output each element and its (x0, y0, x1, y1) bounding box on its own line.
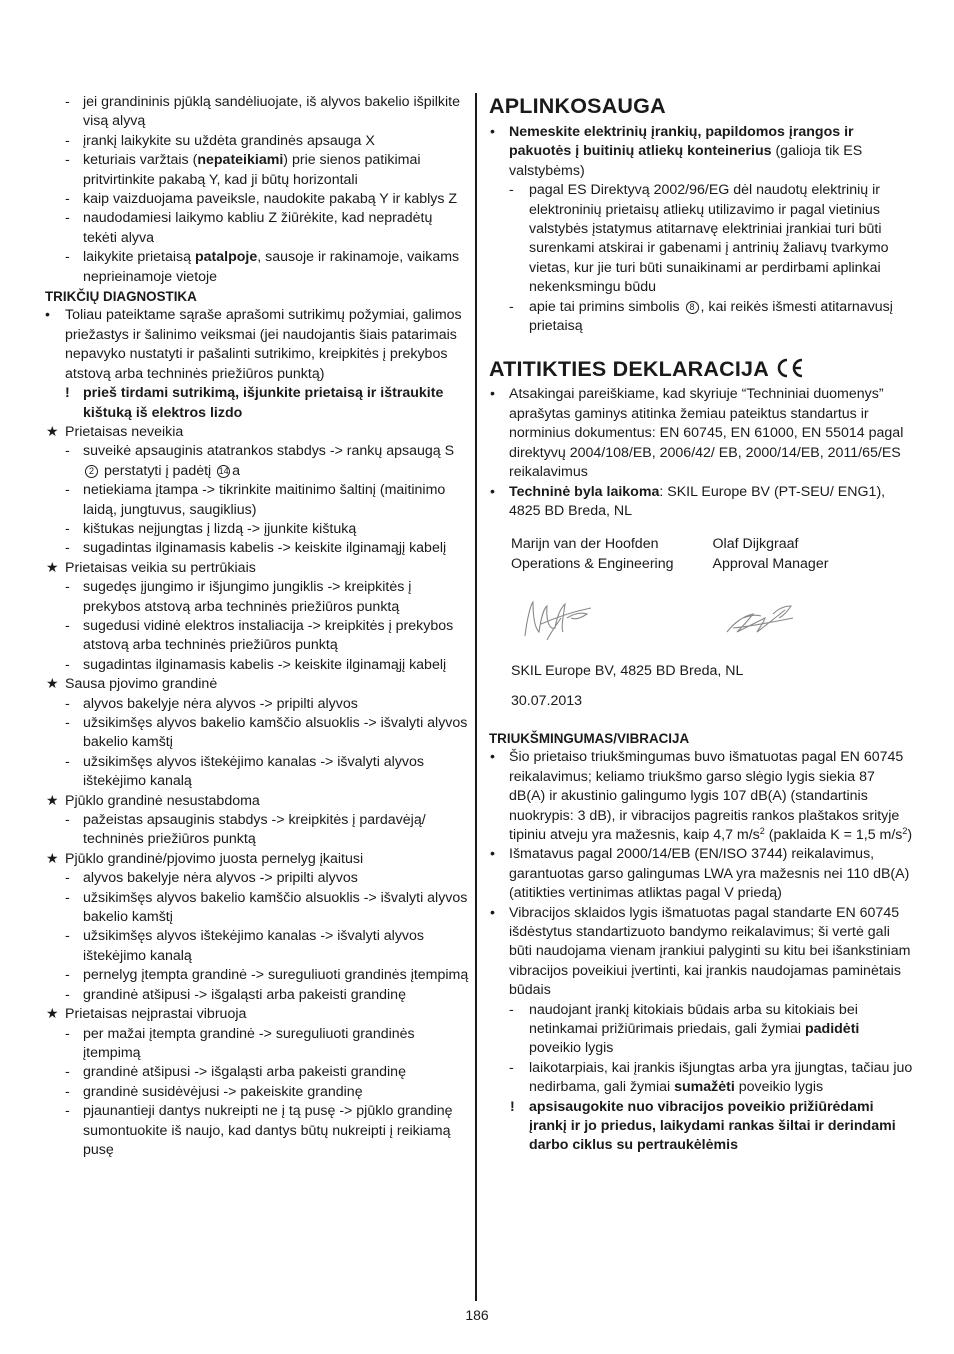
page-number: 186 (465, 1307, 489, 1323)
list-item: - užsikimšęs alyvos ištekėjimo kanalas -> išvalyti alyvos ištekėjimo kanalą (65, 753, 425, 790)
star-icon: ★ (46, 850, 59, 867)
list-item: - suveikė apsauginis atatrankos stabdys -> rankų apsaugą S 2 perstatyti į padėtį 14 a (65, 443, 455, 479)
star-icon: ★ (46, 792, 59, 809)
list-item: - per mažai įtempta grandinė -> sureguliuoti grandinės įtempimą (65, 1025, 415, 1061)
list-item: - naudodamiesi laikymo kabliu Z žiūrėkite, kad nepradėtų tekėti alyva (65, 210, 433, 246)
signature-image (511, 588, 713, 652)
list-item: • Šio prietaiso triukšmingumas buvo išmatuotas pagal EN 60745 reikalavimus; keliamo triukšmo garso slėgio lygis siekia 87 dB(A) ir akustinio galingumo lygis 107 dB(A) (standartinis nuokrypis: 3 dB), ir vibracijos pagreitis rankos plaštakos srityje tipiniu atveju yra mažesnis, kaip 4,7 $m/s^2$ (paklaida K = 1,5 $m/s^2$) (490, 749, 913, 843)
list-item: • Atsakingai pareiškiame, kad skyriuje “Techniniai duomenys” aprašytas gaminys atitinka žemiau pateiktus standartus ir norminius dokumentus: EN 60745, EN 61000, EN 55014 pagal direktyvų 2004/108/EB, 2006/42/ EB, 2000/14/EB, 2011/65/ES reikalavimus (490, 386, 904, 481)
star-icon: ★ (46, 1006, 59, 1023)
list-item: - sugedęs įjungimo ir išjungimo jungiklis -> kreipkitės į prekybos atstovą arba techninės priežiūros punktą (65, 579, 412, 615)
reference-number-icon: 2 (85, 465, 98, 478)
list-item: - laikykite prietaisą patalpoje, sausoje ir rakinamoje, vaikams neprieinamoje vietoje (65, 249, 460, 285)
list-item: - naudojant įrankį kitokiais būdais arba su kitokiais bei netinkamai prižiūrimais priedais, gali žymiai padidėti poveikio lygis (509, 1001, 860, 1057)
right-column (489, 93, 914, 1156)
problem-heading: ★ Prietaisas neveikia (45, 423, 470, 442)
problem-heading: ★ Prietaisas neįprastai vibruoja (45, 1005, 470, 1024)
problem-heading: ★ Pjūklo grandinė/pjovimo juosta pernelyg įkaitusi (45, 850, 470, 869)
list-item: - užsikimšęs alyvos bakelio kamščio alsuoklis -> išvalyti alyvos bakelio kamštį (65, 715, 468, 751)
list-item: - sugadintas ilginamasis kabelis -> keiskite ilginamąjį kabelį (65, 540, 447, 557)
list-item: • Toliau pateiktame sąraše aprašomi sutrikimų požymiai, galimos priežastys ir šalinimo veiksmai (jei naudojantis šiais patarimais nepavyko nustatyti ir pašalinti sutrikimo, kreipkitės į prekybos atstovą arba techninės priežiūros punktą) (45, 307, 462, 382)
list-item: - pagal ES Direktyvą 2002/96/EG dėl naudotų elektrinių ir elektroninių prietaisų atliekų utilizavimo ir pagal vietinius valstybės įstatymus atitarnavę elektriniai įrankiai turi būti surenkami atskirai ir gabenami į antrinių žaliavų tvarkymo vietas, kur jie turi būti sunaikinami ar perdirbami aplinkai nekenksmingu būdu (509, 182, 889, 296)
list-item: - pernelyg įtempta grandinė -> sureguliuoti grandinės įtempimą (65, 967, 469, 984)
left-column (45, 93, 470, 1160)
list-item: - apie tai primins simbolis 8 , kai reikės išmesti atitarnavusį prietaisą (509, 298, 893, 335)
reference-number-icon: 8 (686, 301, 699, 314)
declaration-date: 30.07.2013 (511, 692, 583, 709)
ce-mark-icon (775, 358, 805, 378)
signatory-role: Operations & Engineering (511, 555, 674, 572)
list-item: - kaip vaizduojama paveiksle, naudokite pakabą Y ir kablys Z (65, 191, 458, 208)
signature-image (713, 588, 915, 652)
list-item: • Išmatavus pagal 2000/14/EB (EN/ISO 3744) reikalavimus, garantuotas garso galingumas LWA yra mažesnis nei 110 dB(A) (atitikties vertinimas atliktas pagal V priedą) (490, 846, 910, 902)
section-title-environment: APLINKOSAUGA (489, 94, 666, 118)
list-item: - grandinė susidėvėjusi -> pakeiskite grandinę (65, 1083, 363, 1100)
list-item: - pažeistas apsauginis stabdys -> kreipkitės į pardavėją/ techninės priežiūros punktą (65, 812, 426, 848)
section-heading-noise: TRIUKŠMINGUMAS/VIBRACIJA (489, 730, 690, 746)
company-address: SKIL Europe BV, 4825 BD Breda, NL (511, 663, 744, 680)
list-item: - laikotarpiais, kai įrankis išjungtas arba yra įjungtas, tačiau juo nedirbama, gali žymiai sumažėti poveikio lygis (509, 1059, 913, 1096)
list-item: • Techninė byla laikoma: SKIL Europe BV (PT-SEU/ ENG1), 4825 BD Breda, NL (490, 483, 886, 519)
signatory-name: Olaf Dijkgraaf (712, 536, 799, 553)
list-item: - keturiais varžtais (nepateikiami) prie sienos patikimai pritvirtinkite pakabą Y, kad ji būtų horizontali (65, 152, 421, 188)
list-item: • Nemeskite elektrinių įrankių, papildomos įrangos ir pakuotės į buitinių atliekų konteinerius (galioja tik ES valstybėms) (490, 124, 863, 179)
problem-heading: ★ Prietaisas veikia su pertrūkiais (45, 559, 470, 578)
list-item: - kištukas neįjungtas į lizdą -> įjunkite kištuką (65, 520, 357, 537)
signatory-role: Approval Manager (712, 555, 829, 572)
list-item: • Vibracijos sklaidos lygis išmatuotas pagal standarte EN 60745 išdėstytus standartizuoto bandymo reikalavimus; ši vertė gali būti naudojama vienam įrankiui palyginti su kitu bei išankstiniam vibracijos poveikiui įvertinti, kai įrankis naudojamas paminėtais būdais (490, 904, 911, 999)
list-item: - alyvos bakelyje nėra alyvos -> pripilti alyvos (65, 870, 358, 887)
warning-item: ! apsisaugokite nuo vibracijos poveikio prižiūrėdami įrankį ir jo priedus, laikydami rankas šiltai ir derindami darbo ciklus su pertraukėlėmis (510, 1098, 896, 1154)
section-title-declaration: ATITIKTIES DEKLARACIJA (489, 356, 914, 382)
list-item: - alyvos bakelyje nėra alyvos -> pripilti alyvos (65, 695, 358, 712)
list-item: - užsikimšęs alyvos ištekėjimo kanalas -> išvalyti alyvos ištekėjimo kanalą (65, 928, 425, 964)
list-item: - užsikimšęs alyvos bakelio kamščio alsuoklis -> išvalyti alyvos bakelio kamštį (65, 889, 468, 926)
warning-item: ! prieš tirdami sutrikimą, išjunkite prietaisą ir ištraukite kištuką iš elektros lizdo (65, 385, 444, 421)
problem-heading: ★ Pjūklo grandinė nesustabdoma (45, 792, 470, 811)
star-icon: ★ (46, 676, 59, 693)
reference-number-icon: 14 (218, 465, 229, 476)
star-icon: ★ (46, 559, 59, 576)
list-item: - grandinė atšipusi -> išgaląsti arba pakeisti grandinę (65, 1064, 406, 1081)
list-item: - pjaunantieji dantys nukreipti ne į tą pusę -> pjūklo grandinę sumontuokite iš naujo, kad dantys būtų nukreipti į reikiamą pusę (65, 1103, 453, 1158)
list-item: - grandinė atšipusi -> išgaląsti arba pakeisti grandinę (65, 986, 406, 1003)
list-item: - įrankį laikykite su uždėta grandinės apsauga X (65, 132, 375, 149)
list-item: - jei grandininis pjūklą sandėliuojate, iš alyvos bakelio išpilkite visą alyvą (65, 94, 460, 130)
list-item: - sugedusi vidinė elektros instaliacija -> kreipkitės į prekybos atstovą arba techninės priežiūros punktą (65, 617, 454, 654)
section-heading-diagnostics: TRIKČIŲ DIAGNOSTIKA (45, 289, 197, 305)
signatory-name: Marijn van der Hoofden (511, 536, 659, 553)
column-divider (475, 93, 477, 1301)
list-item: - sugadintas ilginamasis kabelis -> keiskite ilginamąjį kabelį (65, 656, 447, 673)
star-icon: ★ (46, 423, 59, 440)
signature-block (489, 535, 914, 711)
list-item: - netiekiama įtampa -> tikrinkite maitinimo šaltinį (maitinimo laidą, jungtuvus, saugiklius) (65, 482, 446, 518)
problem-heading: ★ Sausa pjovimo grandinė (45, 675, 470, 694)
